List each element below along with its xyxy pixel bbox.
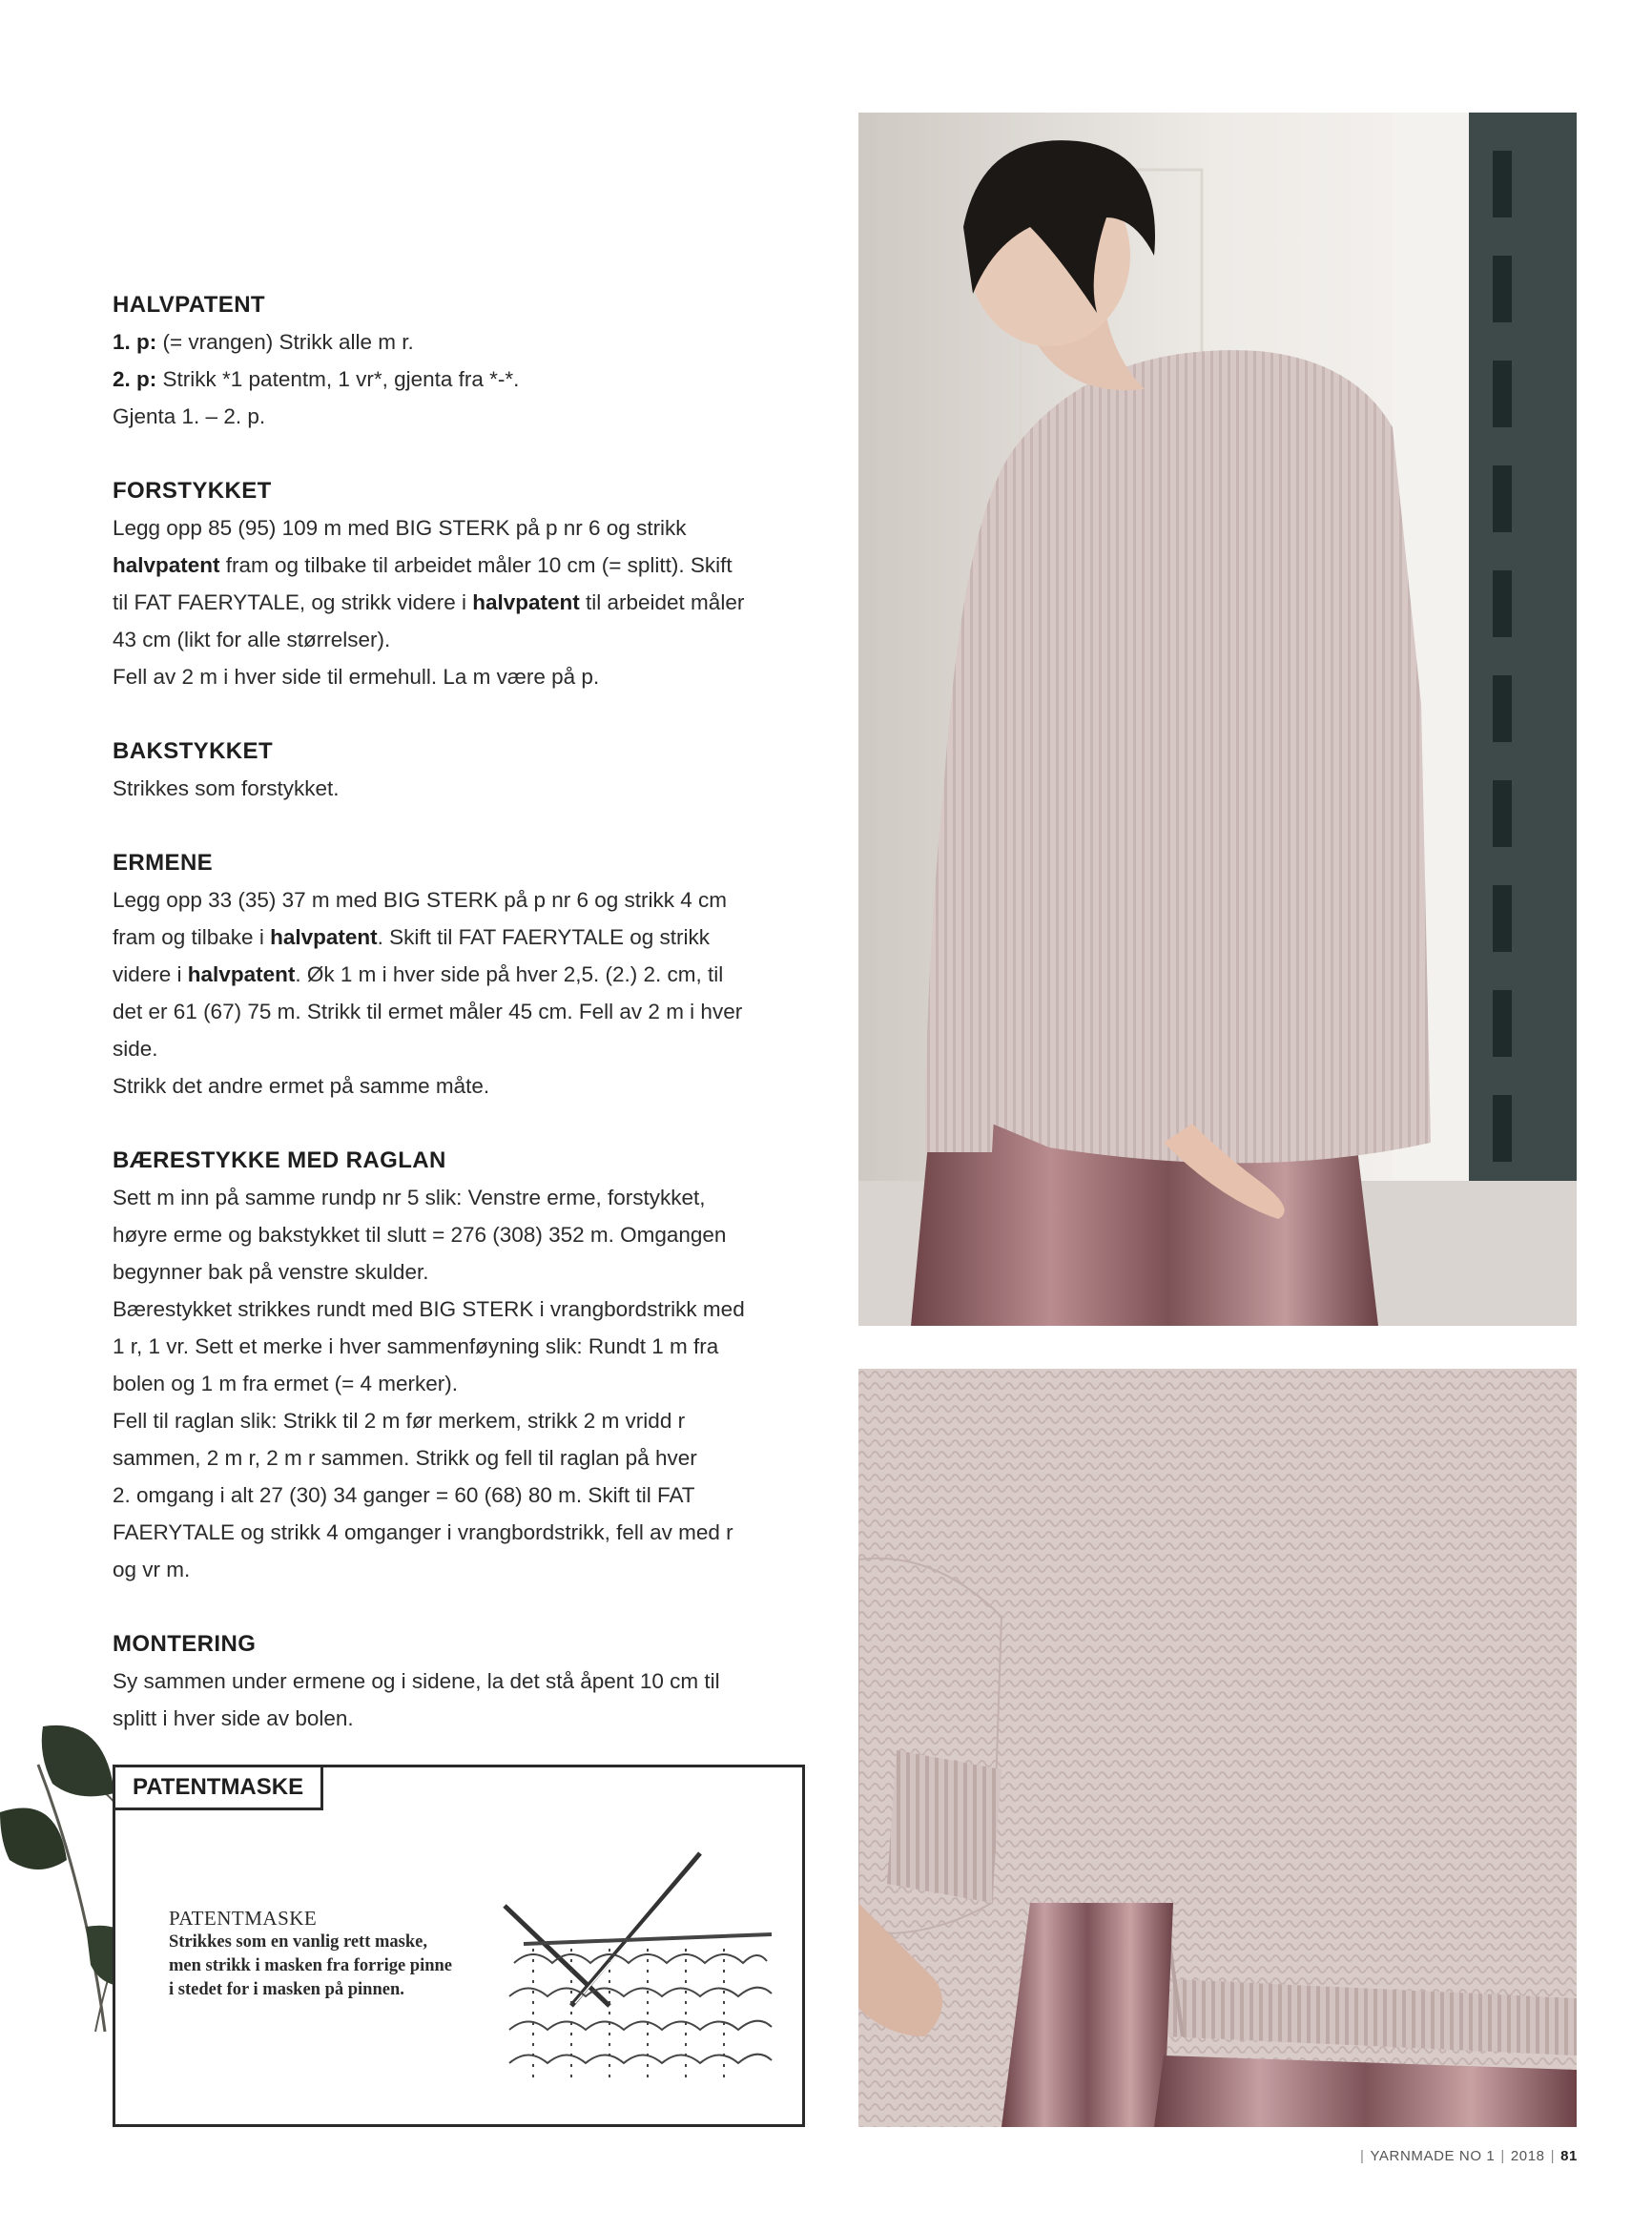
section-heading: MONTERING xyxy=(113,1631,257,1657)
text-run: bolen og 1 m fra ermet (= 4 merker). xyxy=(113,1372,459,1395)
bold-term: halvpatent xyxy=(472,590,580,614)
text-line xyxy=(113,1514,828,1551)
text-run: Fell av 2 m i hver side til ermehull. La m være på p. xyxy=(113,665,600,689)
text-line xyxy=(113,1030,828,1067)
section-heading: BAKSTYKKET xyxy=(113,738,274,764)
text-line xyxy=(113,323,828,361)
text-run: høyre erme og bakstykket til slutt = 276 (308) 352 m. Omgangen xyxy=(113,1223,727,1247)
text-line xyxy=(113,361,828,398)
text-run: (= vrangen) Strikk alle m r. xyxy=(156,330,414,354)
text-run: fram og tilbake til arbeidet måler 10 cm (= splitt). Skift xyxy=(219,553,733,577)
sweater-detail-photo xyxy=(858,1369,1577,2127)
section-forstykket xyxy=(113,472,828,695)
section-bærestykke-med-raglan xyxy=(113,1142,828,1588)
text-line xyxy=(113,1067,828,1105)
text-line xyxy=(113,1365,828,1402)
text-run: 43 cm (likt for alle størrelser). xyxy=(113,628,391,651)
text-line xyxy=(113,1700,828,1737)
text-run: 2. omgang i alt 27 (30) 34 ganger = 60 (68) 80 m. Skift til FAT xyxy=(113,1483,695,1507)
text-run: og vr m. xyxy=(113,1558,191,1581)
text-run: til FAT FAERYTALE, og strikk videre i xyxy=(113,590,473,614)
text-line xyxy=(113,398,828,435)
text-run: Legg opp 85 (95) 109 m med BIG STERK på p nr 6 og strikk xyxy=(113,516,687,540)
bold-term: halvpatent xyxy=(113,553,220,577)
text-line xyxy=(113,956,828,993)
page-footer: | YARNMADE NO 1 | 2018 | 81 xyxy=(1359,2148,1578,2164)
text-run: Sy sammen under ermene og i sidene, la det stå åpent 10 cm til xyxy=(113,1669,720,1693)
text-line xyxy=(113,881,828,919)
text-run: Strikk *1 patentm, 1 vr*, gjenta fra *-*. xyxy=(156,367,520,391)
text-run: det er 61 (67) 75 m. Strikk til ermet måler 45 cm. Fell av 2 m i hver xyxy=(113,1000,743,1023)
text-run: videre i xyxy=(113,962,188,986)
text-run: side. xyxy=(113,1037,158,1061)
text-line xyxy=(113,1663,828,1700)
text-line xyxy=(113,1477,828,1514)
text-line xyxy=(113,509,828,547)
text-line xyxy=(113,1253,828,1291)
text-run: Legg opp 33 (35) 37 m med BIG STERK på p nr 6 og strikk 4 cm xyxy=(113,888,728,912)
knitting-needle-illustration xyxy=(495,1839,781,2097)
text-run: Gjenta 1. – 2. p. xyxy=(113,404,266,428)
text-run: . Skift til FAT FAERYTALE og strikk xyxy=(377,925,711,949)
section-heading: FORSTYKKET xyxy=(113,478,272,504)
section-heading: HALVPATENT xyxy=(113,292,265,318)
caption-line: men strikk i masken fra forrige pinne xyxy=(169,1956,453,1975)
text-run: 1 r, 1 vr. Sett et merke i hver sammenføyning slik: Rundt 1 m fra xyxy=(113,1334,719,1358)
bold-term: halvpatent xyxy=(187,962,296,986)
text-line xyxy=(113,621,828,658)
issue-year: 2018 xyxy=(1510,2148,1545,2164)
text-run: FAERYTALE og strikk 4 omganger i vrangbordstrikk, fell av med r xyxy=(113,1520,733,1544)
text-line xyxy=(113,919,828,956)
text-run: til arbeidet måler xyxy=(579,590,745,614)
text-run: begynner bak på venstre skulder. xyxy=(113,1260,429,1284)
text-run: Strikk det andre ermet på samme måte. xyxy=(113,1074,490,1098)
text-line xyxy=(113,1402,828,1439)
section-halvpatent xyxy=(113,286,828,435)
pattern-text xyxy=(113,286,828,1774)
model-back-illustration xyxy=(858,113,1577,1326)
bold-term: 1. p: xyxy=(113,330,157,354)
text-line xyxy=(113,1328,828,1365)
text-line xyxy=(113,547,828,584)
bold-term: 2. p: xyxy=(113,367,157,391)
model-back-photo xyxy=(858,113,1577,1326)
text-line xyxy=(113,1216,828,1253)
text-line xyxy=(113,1291,828,1328)
caption-line: i stedet for i masken på pinnen. xyxy=(169,1980,404,1999)
magazine-name: YARNMADE NO 1 xyxy=(1370,2148,1496,2164)
text-line xyxy=(113,1551,828,1588)
text-run: Bærestykket strikkes rundt med BIG STERK i vrangbordstrikk med xyxy=(113,1297,745,1321)
text-run: splitt i hver side av bolen. xyxy=(113,1706,354,1730)
text-line xyxy=(113,584,828,621)
patentmaske-box xyxy=(113,1765,805,2127)
text-run: fram og tilbake i xyxy=(113,925,271,949)
caption-line: Strikkes som en vanlig rett maske, xyxy=(169,1932,427,1952)
section-bakstykket xyxy=(113,733,828,807)
page-number: 81 xyxy=(1560,2148,1578,2164)
text-run: Fell til raglan slik: Strikk til 2 m før merkem, strikk 2 m vridd r xyxy=(113,1409,686,1433)
text-line xyxy=(113,1439,828,1477)
bold-term: halvpatent xyxy=(270,925,378,949)
text-line xyxy=(113,1179,828,1216)
patentmaske-tab: PATENTMASKE xyxy=(115,1767,323,1810)
caption-title: PATENTMASKE xyxy=(169,1907,318,1930)
patentmaske-caption xyxy=(169,1906,512,2002)
section-montering xyxy=(113,1625,828,1737)
sweater-detail-illustration xyxy=(858,1369,1577,2127)
text-run: Strikkes som forstykket. xyxy=(113,776,340,800)
section-heading: BÆRESTYKKE MED RAGLAN xyxy=(113,1147,446,1173)
text-line xyxy=(113,770,828,807)
section-heading: ERMENE xyxy=(113,850,214,876)
text-line xyxy=(113,658,828,695)
text-run: . Øk 1 m i hver side på hver 2,5. (2.) 2. cm, til xyxy=(295,962,724,986)
text-run: Sett m inn på samme rundp nr 5 slik: Venstre erme, forstykket, xyxy=(113,1186,706,1209)
text-run: sammen, 2 m r, 2 m r sammen. Strikk og fell til raglan på hver xyxy=(113,1446,697,1470)
section-ermene xyxy=(113,844,828,1105)
text-line xyxy=(113,993,828,1030)
